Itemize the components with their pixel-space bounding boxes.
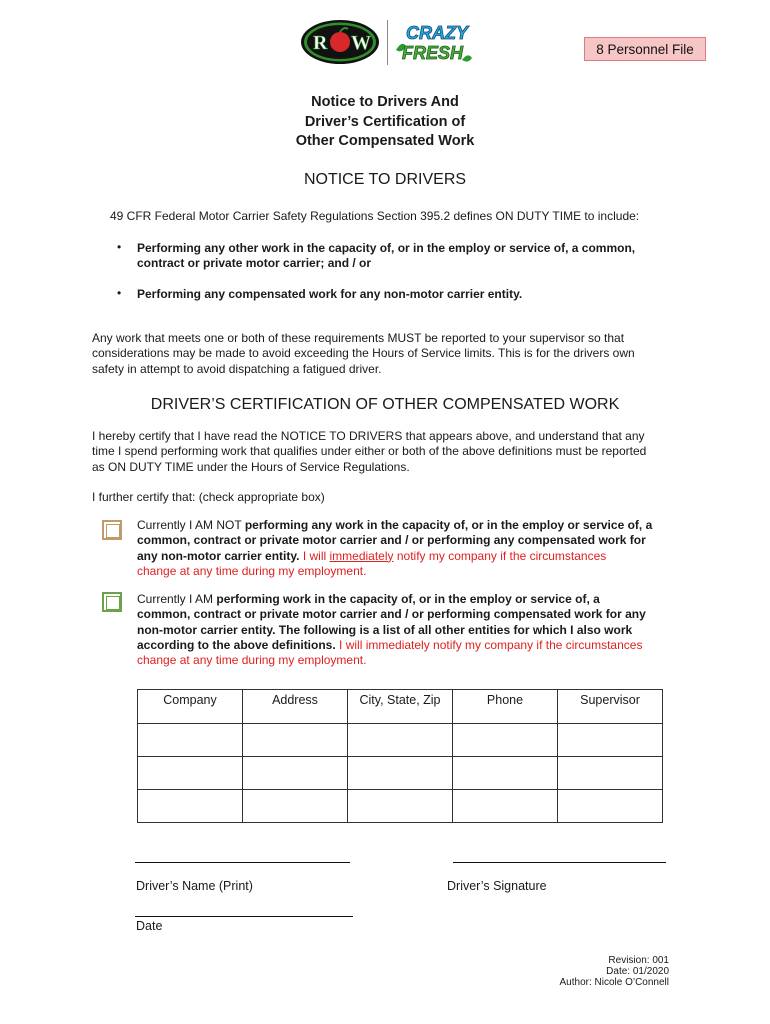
- paragraph-line: time I spend performing work that qualifies under either or both of the above definitions must be reported: [92, 444, 647, 459]
- table-cell[interactable]: [558, 724, 663, 757]
- table-cell[interactable]: [138, 757, 243, 790]
- table-cell[interactable]: [453, 724, 558, 757]
- title-line-1: Notice to Drivers And: [311, 94, 459, 110]
- svg-text:R: R: [313, 32, 328, 54]
- paragraph-line: I hereby certify that I have read the NOTICE TO DRIVERS that appears above, and understand that any: [92, 429, 645, 443]
- header-supervisor: Supervisor: [558, 690, 663, 724]
- header-company: Company: [138, 690, 243, 724]
- svg-text:W: W: [351, 32, 371, 54]
- date-line[interactable]: [135, 916, 353, 917]
- bullet-dot: •: [117, 286, 122, 300]
- paragraph-line: safety in attempt to avoid dispatching a fatigued driver.: [92, 361, 382, 376]
- crazy-fresh-logo: [392, 20, 474, 64]
- revision-text: Revision: 001: [608, 955, 669, 966]
- option-is-working-text: [137, 592, 646, 668]
- revision-date: Date: 01/2020: [606, 966, 669, 977]
- rdw-logo: [300, 19, 380, 65]
- paragraph-line: considerations may be made to avoid exceeding the Hours of Service limits. This is for the drivers own: [92, 346, 635, 361]
- bullet-1-line-1: Performing any other work in the capacity of, or in the employ or service of, a common,: [137, 241, 636, 255]
- option-bold: common, contract or private motor carrier and / or performing any compensated work for: [137, 533, 646, 548]
- table-cell[interactable]: [453, 757, 558, 790]
- table-header-row: [138, 690, 663, 724]
- option-red: change at any time during my employment.: [137, 563, 367, 578]
- table-cell[interactable]: [453, 790, 558, 823]
- table-cell[interactable]: [348, 724, 453, 757]
- author-text: Author: Nicole O’Connell: [559, 977, 669, 988]
- option-red: I will: [299, 548, 330, 563]
- revision-info: [520, 955, 669, 988]
- header-phone: Phone: [453, 690, 558, 724]
- table-cell[interactable]: [243, 790, 348, 823]
- bullet-1-line-2: contract or private motor carrier; and / or: [137, 256, 372, 271]
- other-entities-table: [137, 689, 663, 823]
- notice-heading: NOTICE TO DRIVERS: [303, 171, 467, 188]
- option-bold: common, contract or private motor carrier and / or performing compensated work for any: [137, 607, 646, 622]
- bullet-dot: •: [117, 240, 122, 254]
- table-cell[interactable]: [243, 757, 348, 790]
- option-red: I will immediately notify my company if the circumstances: [335, 637, 643, 652]
- drivers-signature-label: Driver’s Signature: [447, 879, 547, 893]
- title-line-2: Driver’s Certification of: [304, 113, 466, 130]
- table-cell[interactable]: [558, 757, 663, 790]
- certification-paragraph: [92, 429, 646, 475]
- table-row: [138, 790, 663, 823]
- option-bold: any non-motor carrier entity.: [137, 548, 300, 563]
- drivers-name-label: Driver’s Name (Print): [136, 879, 253, 893]
- intro-text: 49 CFR Federal Motor Carrier Safety Regulations Section 395.2 defines ON DUTY TIME to include:: [110, 209, 640, 223]
- option-red: change at any time during my employment.: [137, 653, 367, 668]
- header-address: Address: [243, 690, 348, 724]
- not-working-checkbox[interactable]: [102, 520, 122, 540]
- table-cell[interactable]: [243, 724, 348, 757]
- table-cell[interactable]: [558, 790, 663, 823]
- paragraph-line: as ON DUTY TIME under the Hours of Service Regulations.: [92, 459, 410, 474]
- svg-text:CRAZY: CRAZY: [406, 23, 468, 43]
- personnel-file-badge: 8 Personnel File: [584, 37, 706, 61]
- logo-divider: [387, 20, 388, 65]
- notice-paragraph: [92, 331, 635, 377]
- table-row: [138, 757, 663, 790]
- table-cell[interactable]: [348, 790, 453, 823]
- option-red-underlined: immediately: [329, 548, 394, 563]
- document-title: [0, 93, 770, 152]
- date-label: Date: [136, 919, 163, 933]
- table-row: [138, 724, 663, 757]
- is-working-checkbox[interactable]: [102, 592, 122, 612]
- bullet-2: Performing any compensated work for any non-motor carrier entity.: [137, 287, 523, 301]
- certification-heading: DRIVER’S CERTIFICATION OF OTHER COMPENSATED WORK: [150, 396, 620, 413]
- option-bold: according to the above definitions.: [137, 637, 336, 652]
- bullet-1: [137, 241, 635, 272]
- option-plain: Currently I AM: [137, 592, 217, 606]
- option-red: notify my company if the circumstances: [393, 548, 607, 563]
- further-certify-text: I further certify that: (check appropriate box): [92, 490, 325, 504]
- header-city-state-zip: City, State, Zip: [348, 690, 453, 724]
- title-line-3: Other Compensated Work: [295, 133, 475, 149]
- option-not-working-text: [137, 518, 652, 579]
- svg-text:FRESH: FRESH: [402, 43, 464, 63]
- table-cell[interactable]: [138, 790, 243, 823]
- option-plain: Currently I AM NOT: [137, 518, 245, 532]
- paragraph-line: Any work that meets one or both of these requirements MUST be reported to your supervisor so that: [92, 331, 625, 345]
- table-cell[interactable]: [348, 757, 453, 790]
- name-line[interactable]: [135, 862, 350, 863]
- option-bold: non-motor carrier entity. The following is a list of all other entities for which I also work: [137, 622, 633, 637]
- table-cell[interactable]: [138, 724, 243, 757]
- option-bold: performing any work in the capacity of, or in the employ or service of, a: [244, 518, 653, 532]
- option-bold: performing work in the capacity of, or in the employ or service of, a: [216, 592, 600, 606]
- signature-line[interactable]: [453, 862, 666, 863]
